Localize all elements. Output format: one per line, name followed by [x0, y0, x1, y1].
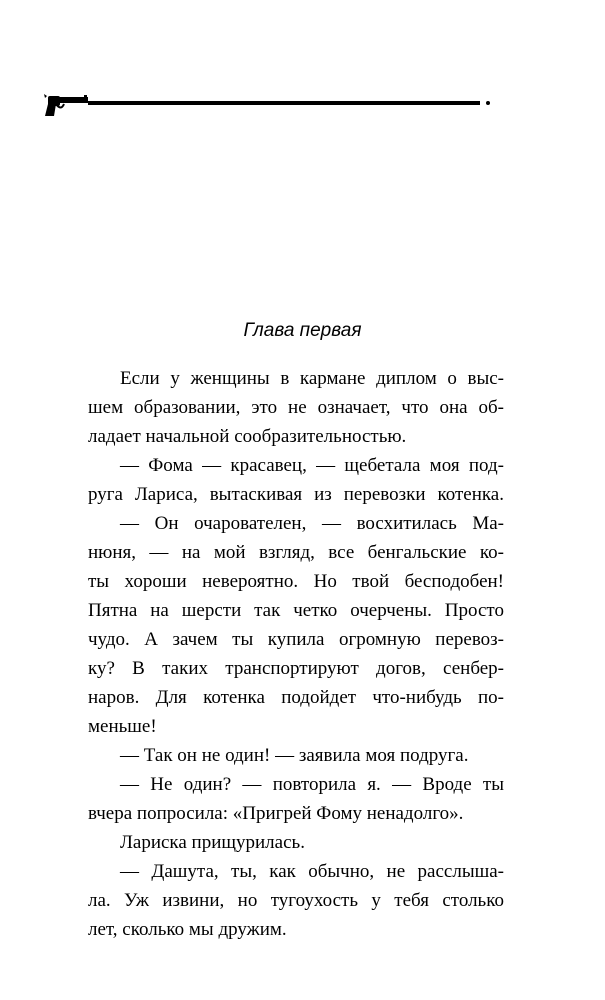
- text-line: — Фома — красавец, — щебетала моя под-: [120, 455, 504, 476]
- text-line: Если у женщины в кармане диплом о выс-: [120, 368, 504, 389]
- text-line: чудо. А зачем ты купила огромную перевоз-: [88, 629, 504, 650]
- text-line: наров. Для котенка подойдет что-нибудь по-: [88, 687, 504, 708]
- text-line: шем образовании, это не означает, что она об-: [88, 397, 504, 418]
- header-ornament: [44, 90, 494, 120]
- text-line: — Так он не один! — заявила моя подруга.: [120, 745, 469, 766]
- text-line: — Он очарователен, — восхитилась Ма-: [120, 513, 504, 534]
- header-rule-dot: [486, 101, 490, 105]
- text-line: руга Лариса, вытаскивая из перевозки котенка.: [88, 484, 504, 505]
- text-line: ла. Уж извини, но тугоухость у тебя столько: [88, 890, 504, 911]
- text-line: лет, сколько мы дружим.: [88, 919, 287, 940]
- text-line: — Дашута, ты, как обычно, не расслыша-: [120, 861, 504, 882]
- header-rule: [88, 101, 480, 105]
- text-line: — Не один? — повторила я. — Вроде ты: [120, 774, 504, 795]
- text-line: вчера попросила: «Пригрей Фому ненадолго».: [88, 803, 464, 824]
- text-line: ку? В таких транспортируют догов, сенбер-: [88, 658, 504, 679]
- chapter-title: Глава первая: [243, 320, 362, 341]
- body-text: [88, 364, 504, 944]
- text-line: Лариска прищурилась.: [120, 832, 305, 853]
- pistol-icon: [44, 94, 90, 118]
- text-line: меньше!: [88, 716, 157, 737]
- text-line: Пятна на шерсти так четко очерчены. Просто: [88, 600, 504, 621]
- text-line: ладает начальной сообразительностью.: [88, 426, 407, 447]
- text-line: ты хороши невероятно. Но твой бесподобен!: [88, 571, 504, 592]
- text-line: нюня, — на мой взгляд, все бенгальские ко-: [88, 542, 504, 563]
